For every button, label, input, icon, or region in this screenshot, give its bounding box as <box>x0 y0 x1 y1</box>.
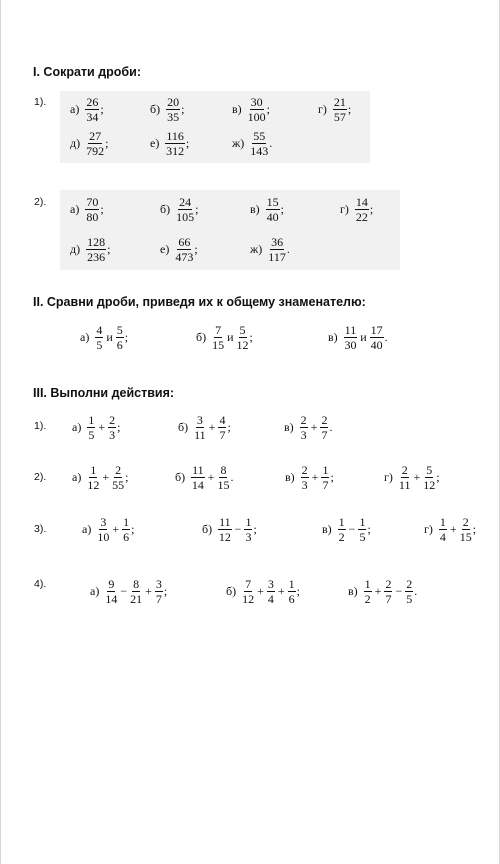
plus-sign: + <box>413 470 421 484</box>
punctuation: ; <box>253 522 257 536</box>
denominator: 6 <box>288 592 295 606</box>
compare-item <box>80 324 128 351</box>
numerator: 2 <box>300 413 307 427</box>
denominator: 14 <box>191 478 204 492</box>
numerator: 15 <box>266 195 279 209</box>
task-3-4-number: 4). <box>34 578 47 590</box>
operation-item <box>285 464 334 491</box>
item-label: д) <box>70 136 81 150</box>
numerator: 17 <box>370 323 383 337</box>
item-label: а) <box>70 202 80 216</box>
plus-sign: + <box>207 470 215 484</box>
punctuation: . <box>329 420 333 434</box>
operation-item <box>348 578 417 605</box>
denominator: 40 <box>266 210 279 224</box>
fraction <box>87 414 95 441</box>
fraction <box>218 516 232 543</box>
plus-sign: + <box>374 584 382 598</box>
denominator: 236 <box>87 250 106 264</box>
numerator: 116 <box>166 129 184 143</box>
fraction <box>244 516 252 543</box>
item-label: д) <box>70 242 81 256</box>
denominator: 3 <box>300 428 307 442</box>
exercise-item <box>70 96 104 123</box>
numerator: 2 <box>321 413 328 427</box>
compare-item <box>328 324 388 351</box>
numerator: 36 <box>271 235 284 249</box>
punctuation: ; <box>296 584 301 598</box>
denominator: 105 <box>176 210 195 224</box>
item-label: в) <box>328 330 338 344</box>
numerator: 2 <box>115 463 122 477</box>
fraction <box>301 464 309 491</box>
denominator: 35 <box>167 110 180 124</box>
denominator: 3 <box>245 530 252 544</box>
fraction <box>95 324 103 351</box>
plus-sign: + <box>257 584 264 598</box>
fraction <box>155 578 163 605</box>
operation-item <box>72 414 120 441</box>
item-label: а) <box>72 470 82 484</box>
exercise-item <box>70 236 110 263</box>
numerator: 4 <box>96 323 103 337</box>
denominator: 7 <box>322 478 329 492</box>
punctuation: ; <box>185 136 190 150</box>
fraction <box>405 578 413 605</box>
numerator: 21 <box>333 95 346 109</box>
item-label: б) <box>160 202 171 216</box>
fraction <box>370 324 384 351</box>
denominator: 473 <box>175 250 194 264</box>
denominator: 7 <box>321 428 328 442</box>
item-label: в) <box>250 202 260 216</box>
item-label: ж) <box>250 242 263 256</box>
item-label: е) <box>160 242 170 256</box>
fraction <box>460 516 472 543</box>
numerator: 27 <box>89 129 102 143</box>
fraction <box>344 324 358 351</box>
fraction <box>165 130 185 157</box>
denominator: 5 <box>359 530 366 544</box>
operation-item <box>384 464 440 491</box>
denominator: 12 <box>242 592 255 606</box>
denominator: 7 <box>219 428 226 442</box>
denominator: 21 <box>130 592 143 606</box>
numerator: 128 <box>87 235 106 249</box>
denominator: 80 <box>86 210 99 224</box>
fraction <box>176 196 194 223</box>
fraction <box>85 96 99 123</box>
item-label: б) <box>196 330 207 344</box>
numerator: 2 <box>462 515 469 529</box>
punctuation: ; <box>227 420 231 434</box>
numerator: 66 <box>178 235 191 249</box>
punctuation: . <box>269 136 273 150</box>
operation-item <box>90 578 167 605</box>
denominator: 312 <box>166 144 185 158</box>
fraction <box>423 464 435 491</box>
punctuation: ; <box>163 584 168 598</box>
numerator: 5 <box>116 323 123 337</box>
task-1-2-number: 2). <box>34 196 47 208</box>
fraction <box>108 414 116 441</box>
fraction <box>384 578 392 605</box>
exercise-item <box>232 130 272 157</box>
task-3-3-number: 3). <box>34 523 47 535</box>
item-label: г) <box>318 102 327 116</box>
item-label: б) <box>202 522 213 536</box>
fraction <box>267 578 275 605</box>
punctuation: ; <box>125 470 129 484</box>
denominator: 11 <box>398 478 411 492</box>
fraction <box>130 578 142 605</box>
section-2-heading: II. Сравни дроби, приведя их к общему знаменателю: <box>33 295 366 309</box>
punctuation: ; <box>280 202 285 216</box>
fraction <box>266 196 280 223</box>
fraction <box>112 464 124 491</box>
numerator: 7 <box>245 577 252 591</box>
item-label: а) <box>70 102 80 116</box>
numerator: 9 <box>108 577 115 591</box>
exercise-item <box>250 236 290 263</box>
denominator: 2 <box>364 592 371 606</box>
denominator: 10 <box>97 530 110 544</box>
task-3-1-number: 1). <box>34 420 47 432</box>
fraction <box>194 414 206 441</box>
denominator: 12 <box>236 338 249 352</box>
and-word: и <box>227 330 234 344</box>
numerator: 2 <box>301 463 308 477</box>
item-label: а) <box>80 330 90 344</box>
punctuation: ; <box>330 470 334 484</box>
item-label: в) <box>348 584 358 598</box>
exercise-item <box>318 96 351 123</box>
numerator: 1 <box>90 463 97 477</box>
numerator: 2 <box>406 577 413 591</box>
denominator: 5 <box>88 428 95 442</box>
item-label: г) <box>340 202 349 216</box>
denominator: 5 <box>96 338 103 352</box>
punctuation: . <box>384 330 388 344</box>
fraction <box>212 324 224 351</box>
denominator: 57 <box>333 110 346 124</box>
fraction <box>86 130 104 157</box>
plus-sign: + <box>277 584 285 598</box>
item-label: в) <box>322 522 332 536</box>
item-label: б) <box>150 102 161 116</box>
punctuation: ; <box>347 102 352 116</box>
punctuation: ; <box>436 470 440 484</box>
numerator: 8 <box>220 463 227 477</box>
numerator: 1 <box>88 413 95 427</box>
numerator: 1 <box>245 515 252 529</box>
fraction <box>288 578 296 605</box>
denominator: 6 <box>123 530 130 544</box>
denominator: 12 <box>87 478 100 492</box>
compare-item <box>196 324 253 351</box>
numerator: 1 <box>359 515 366 529</box>
numerator: 1 <box>288 577 295 591</box>
numerator: 70 <box>86 195 99 209</box>
item-label: б) <box>226 584 237 598</box>
operation-item <box>322 516 371 543</box>
denominator: 792 <box>86 144 105 158</box>
item-label: в) <box>285 470 295 484</box>
section-3-heading: III. Выполни действия: <box>33 386 175 400</box>
punctuation: ; <box>194 242 198 256</box>
item-label: б) <box>175 470 186 484</box>
fraction <box>358 516 366 543</box>
denominator: 4 <box>439 530 446 544</box>
fraction <box>399 464 411 491</box>
fraction <box>237 324 249 351</box>
numerator: 11 <box>344 323 357 337</box>
fraction <box>97 516 109 543</box>
punctuation: ; <box>124 330 129 344</box>
minus-sign: − <box>395 584 403 598</box>
fraction <box>321 464 329 491</box>
punctuation: ; <box>369 202 374 216</box>
punctuation: ; <box>181 102 185 116</box>
numerator: 24 <box>179 195 192 209</box>
item-label: г) <box>384 470 393 484</box>
denominator: 15 <box>212 338 225 352</box>
punctuation: ; <box>249 330 253 344</box>
exercise-item <box>232 96 270 123</box>
fraction <box>439 516 447 543</box>
fraction <box>333 96 347 123</box>
punctuation: ; <box>105 136 109 150</box>
plus-sign: + <box>208 420 216 434</box>
denominator: 12 <box>423 478 436 492</box>
minus-sign: − <box>234 522 242 536</box>
denominator: 55 <box>112 478 125 492</box>
fraction <box>87 464 99 491</box>
item-label: ж) <box>232 136 245 150</box>
item-label: в) <box>232 102 242 116</box>
fraction <box>268 236 286 263</box>
exercise-item <box>150 96 184 123</box>
plus-sign: + <box>145 584 152 598</box>
plus-sign: + <box>102 470 110 484</box>
fraction <box>105 578 117 605</box>
denominator: 7 <box>385 592 392 606</box>
numerator: 55 <box>253 129 266 143</box>
fraction <box>248 96 266 123</box>
operation-item <box>202 516 257 543</box>
numerator: 3 <box>100 515 107 529</box>
punctuation: ; <box>367 522 371 536</box>
item-label: а) <box>82 522 92 536</box>
item-label: е) <box>150 136 160 150</box>
numerator: 4 <box>219 413 226 427</box>
numerator: 5 <box>239 323 246 337</box>
numerator: 3 <box>155 577 162 591</box>
exercise-item <box>340 196 373 223</box>
fraction <box>217 464 229 491</box>
plus-sign: + <box>310 420 318 434</box>
denominator: 15 <box>459 530 472 544</box>
exercise-item <box>250 196 284 223</box>
fraction <box>338 516 346 543</box>
punctuation: ; <box>117 420 121 434</box>
exercise-item <box>160 236 198 263</box>
operation-item <box>82 516 134 543</box>
numerator: 20 <box>167 95 180 109</box>
denominator: 7 <box>155 592 162 606</box>
numerator: 2 <box>109 413 116 427</box>
denominator: 12 <box>218 530 231 544</box>
numerator: 1 <box>123 515 130 529</box>
numerator: 7 <box>215 323 222 337</box>
denominator: 2 <box>338 530 345 544</box>
punctuation: . <box>230 470 234 484</box>
punctuation: . <box>414 584 418 598</box>
punctuation: ; <box>472 522 477 536</box>
fraction <box>175 236 193 263</box>
and-word: и <box>360 330 367 344</box>
item-label: а) <box>90 584 100 598</box>
item-label: в) <box>284 420 294 434</box>
fraction <box>242 578 254 605</box>
denominator: 6 <box>116 338 123 352</box>
denominator: 5 <box>406 592 413 606</box>
fraction <box>85 196 99 223</box>
operation-item <box>284 414 332 441</box>
numerator: 11 <box>219 515 231 529</box>
task-1-1-number: 1). <box>34 96 47 108</box>
item-label: а) <box>72 420 82 434</box>
numerator: 11 <box>192 463 204 477</box>
exercise-item <box>150 130 189 157</box>
numerator: 2 <box>401 463 408 477</box>
denominator: 30 <box>344 338 357 352</box>
and-word: и <box>106 330 113 344</box>
task-3-2-number: 2). <box>34 471 47 483</box>
numerator: 3 <box>196 413 203 427</box>
fraction <box>116 324 124 351</box>
punctuation: ; <box>131 522 135 536</box>
operation-item <box>72 464 128 491</box>
exercise-item <box>70 130 108 157</box>
numerator: 1 <box>439 515 446 529</box>
denominator: 4 <box>267 592 274 606</box>
denominator: 100 <box>247 110 266 124</box>
plus-sign: + <box>112 522 120 536</box>
fraction <box>250 130 268 157</box>
fraction <box>166 96 180 123</box>
numerator: 14 <box>355 195 368 209</box>
denominator: 40 <box>370 338 383 352</box>
fraction <box>300 414 308 441</box>
operation-item <box>178 414 231 441</box>
fraction <box>86 236 106 263</box>
numerator: 5 <box>426 463 433 477</box>
plus-sign: + <box>449 522 457 536</box>
denominator: 22 <box>355 210 368 224</box>
fraction <box>364 578 372 605</box>
denominator: 3 <box>109 428 116 442</box>
numerator: 30 <box>250 95 263 109</box>
plus-sign: + <box>98 420 106 434</box>
numerator: 26 <box>86 95 99 109</box>
item-label: г) <box>424 522 433 536</box>
punctuation: ; <box>266 102 271 116</box>
punctuation: ; <box>107 242 111 256</box>
operation-item <box>175 464 233 491</box>
punctuation: ; <box>195 202 199 216</box>
numerator: 1 <box>364 577 371 591</box>
minus-sign: − <box>120 584 128 598</box>
fraction <box>320 414 328 441</box>
punctuation: . <box>286 242 290 256</box>
denominator: 14 <box>105 592 118 606</box>
denominator: 11 <box>194 428 206 442</box>
denominator: 143 <box>250 144 269 158</box>
denominator: 3 <box>301 478 308 492</box>
fraction <box>191 464 205 491</box>
numerator: 1 <box>322 463 329 477</box>
exercise-item <box>70 196 104 223</box>
section-1-heading: I. Сократи дроби: <box>33 65 141 79</box>
exercise-item <box>160 196 198 223</box>
numerator: 3 <box>267 577 274 591</box>
numerator: 2 <box>385 577 392 591</box>
numerator: 8 <box>133 577 140 591</box>
fraction <box>122 516 130 543</box>
denominator: 15 <box>217 478 230 492</box>
fraction <box>218 414 226 441</box>
operation-item <box>424 516 476 543</box>
item-label: б) <box>178 420 189 434</box>
punctuation: ; <box>100 102 104 116</box>
punctuation: ; <box>100 202 104 216</box>
fraction <box>355 196 369 223</box>
plus-sign: + <box>311 470 319 484</box>
operation-item <box>226 578 300 605</box>
numerator: 1 <box>338 515 345 529</box>
denominator: 34 <box>86 110 99 124</box>
minus-sign: − <box>348 522 356 536</box>
denominator: 117 <box>268 250 286 264</box>
